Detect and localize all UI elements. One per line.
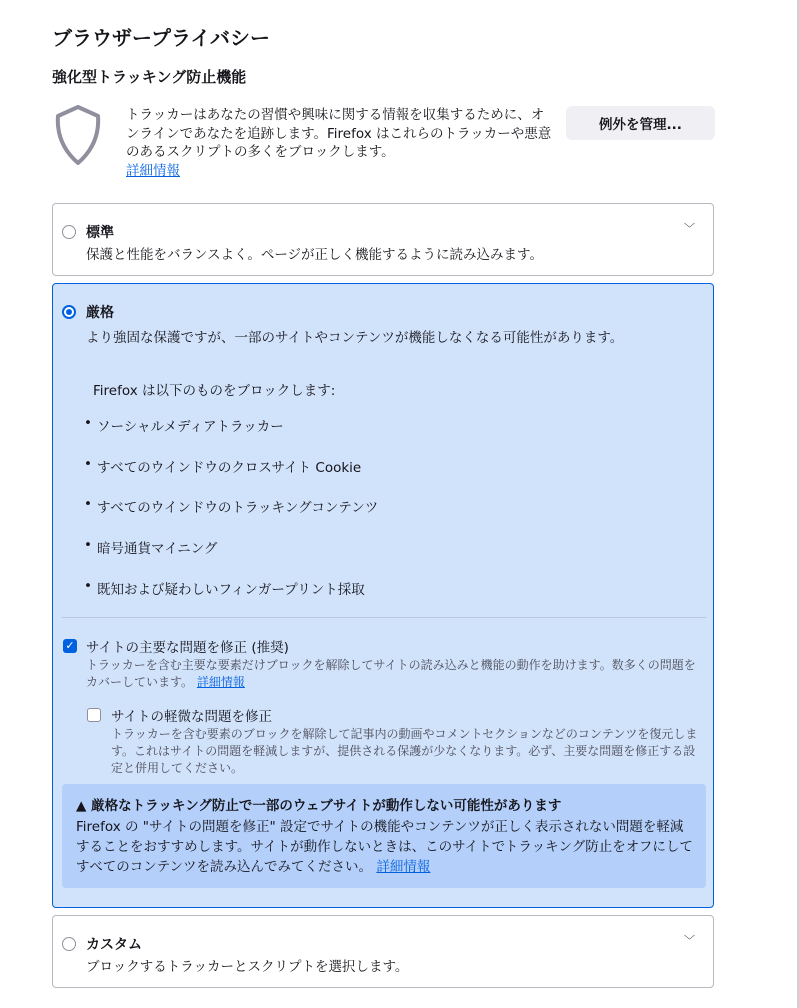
option-title: 標準 [86, 225, 114, 241]
option-strict[interactable] [52, 283, 714, 908]
shield-icon [54, 104, 102, 166]
option-description: ブロックするトラッカーとスクリプトを選択します。 [86, 959, 409, 975]
warning-text [76, 817, 696, 877]
fix-minor-label[interactable]: サイトの軽微な問題を修正 [111, 709, 273, 725]
warning-box [62, 784, 706, 888]
blocked-item: • すべてのウインドウのトラッキングコンテンツ [97, 496, 378, 516]
warning-title: 厳格なトラッキング防止で一部のウェブサイトが動作しない可能性があります [91, 798, 562, 814]
warning-title-row [76, 794, 561, 814]
warning-icon: ▲ [76, 798, 87, 814]
fix-major-checkbox[interactable]: ✓ [63, 639, 77, 653]
blocked-item: • 既知および疑わしいフィンガープリント採取 [97, 578, 365, 598]
intro-description: トラッカーはあなたの習慣や興味に関する情報を収集するために、オンラインであなたを追跡します。Firefox はこれらのトラッカーや悪意のあるスクリプトの多くをブロックします。 [126, 107, 552, 160]
fix-minor-checkbox[interactable] [87, 708, 101, 722]
chevron-down-icon[interactable]: ﹀ [684, 222, 695, 235]
option-title: 厳格 [86, 305, 114, 321]
blocked-item: • すべてのウインドウのクロスサイト Cookie [97, 456, 361, 476]
warning-description: Firefox の "サイトの問題を修正" 設定でサイトの機能やコンテンツが正しく表示されない問題を軽減することをおすすめします。サイトが動作しないときは、このサイトでトラッキング防止をオフにしてすべてのコンテンツを読み込んでみてください。 [76, 819, 693, 875]
chevron-down-icon[interactable]: ﹀ [684, 934, 695, 947]
option-description: 保護と性能をバランスよく。ページが正しく機能するように読み込みます。 [86, 247, 543, 263]
intro-text [126, 106, 556, 180]
radio-custom[interactable] [62, 937, 76, 951]
fix-major-description [86, 657, 701, 691]
manage-exceptions-button[interactable]: 例外を管理... [566, 106, 715, 140]
radio-strict[interactable] [62, 305, 76, 319]
option-standard[interactable] [52, 203, 714, 276]
section-title: 強化型トラッキング防止機能 [52, 68, 247, 86]
fix-major-label[interactable]: サイトの主要な問題を修正 (推奨) [86, 640, 289, 656]
option-title: カスタム [86, 937, 142, 953]
learn-more-link[interactable]: 詳細情報 [126, 162, 180, 179]
option-custom[interactable] [52, 915, 714, 988]
divider [62, 617, 706, 618]
blocks-heading: Firefox は以下のものをブロックします: [93, 383, 336, 399]
fix-minor-description: トラッカーを含む要素のブロックを解除して記事内の動画やコメントセクションなどのコンテンツを復元します。これはサイトの問題を軽減しますが、提供される保護が少なくなります。必ず、主要な問題を修正する設定と併用してください。 [111, 727, 698, 775]
page-title: ブラウザープライバシー [52, 26, 270, 50]
blocked-item: • 暗号通貨マイニング [97, 537, 217, 557]
radio-standard[interactable] [62, 225, 76, 239]
blocked-item: • ソーシャルメディアトラッカー [97, 415, 284, 435]
fix-major-text: トラッカーを含む主要な要素だけブロックを解除してサイトの読み込みと機能の動作を助けます。数多くの問題をカバーしています。 [86, 658, 696, 689]
warning-learn-more-link[interactable]: 詳細情報 [376, 859, 431, 875]
option-description: より強固な保護ですが、一部のサイトやコンテンツが機能しなくなる可能性があります。 [86, 330, 624, 346]
fix-major-learn-more-link[interactable]: 詳細情報 [196, 675, 245, 689]
